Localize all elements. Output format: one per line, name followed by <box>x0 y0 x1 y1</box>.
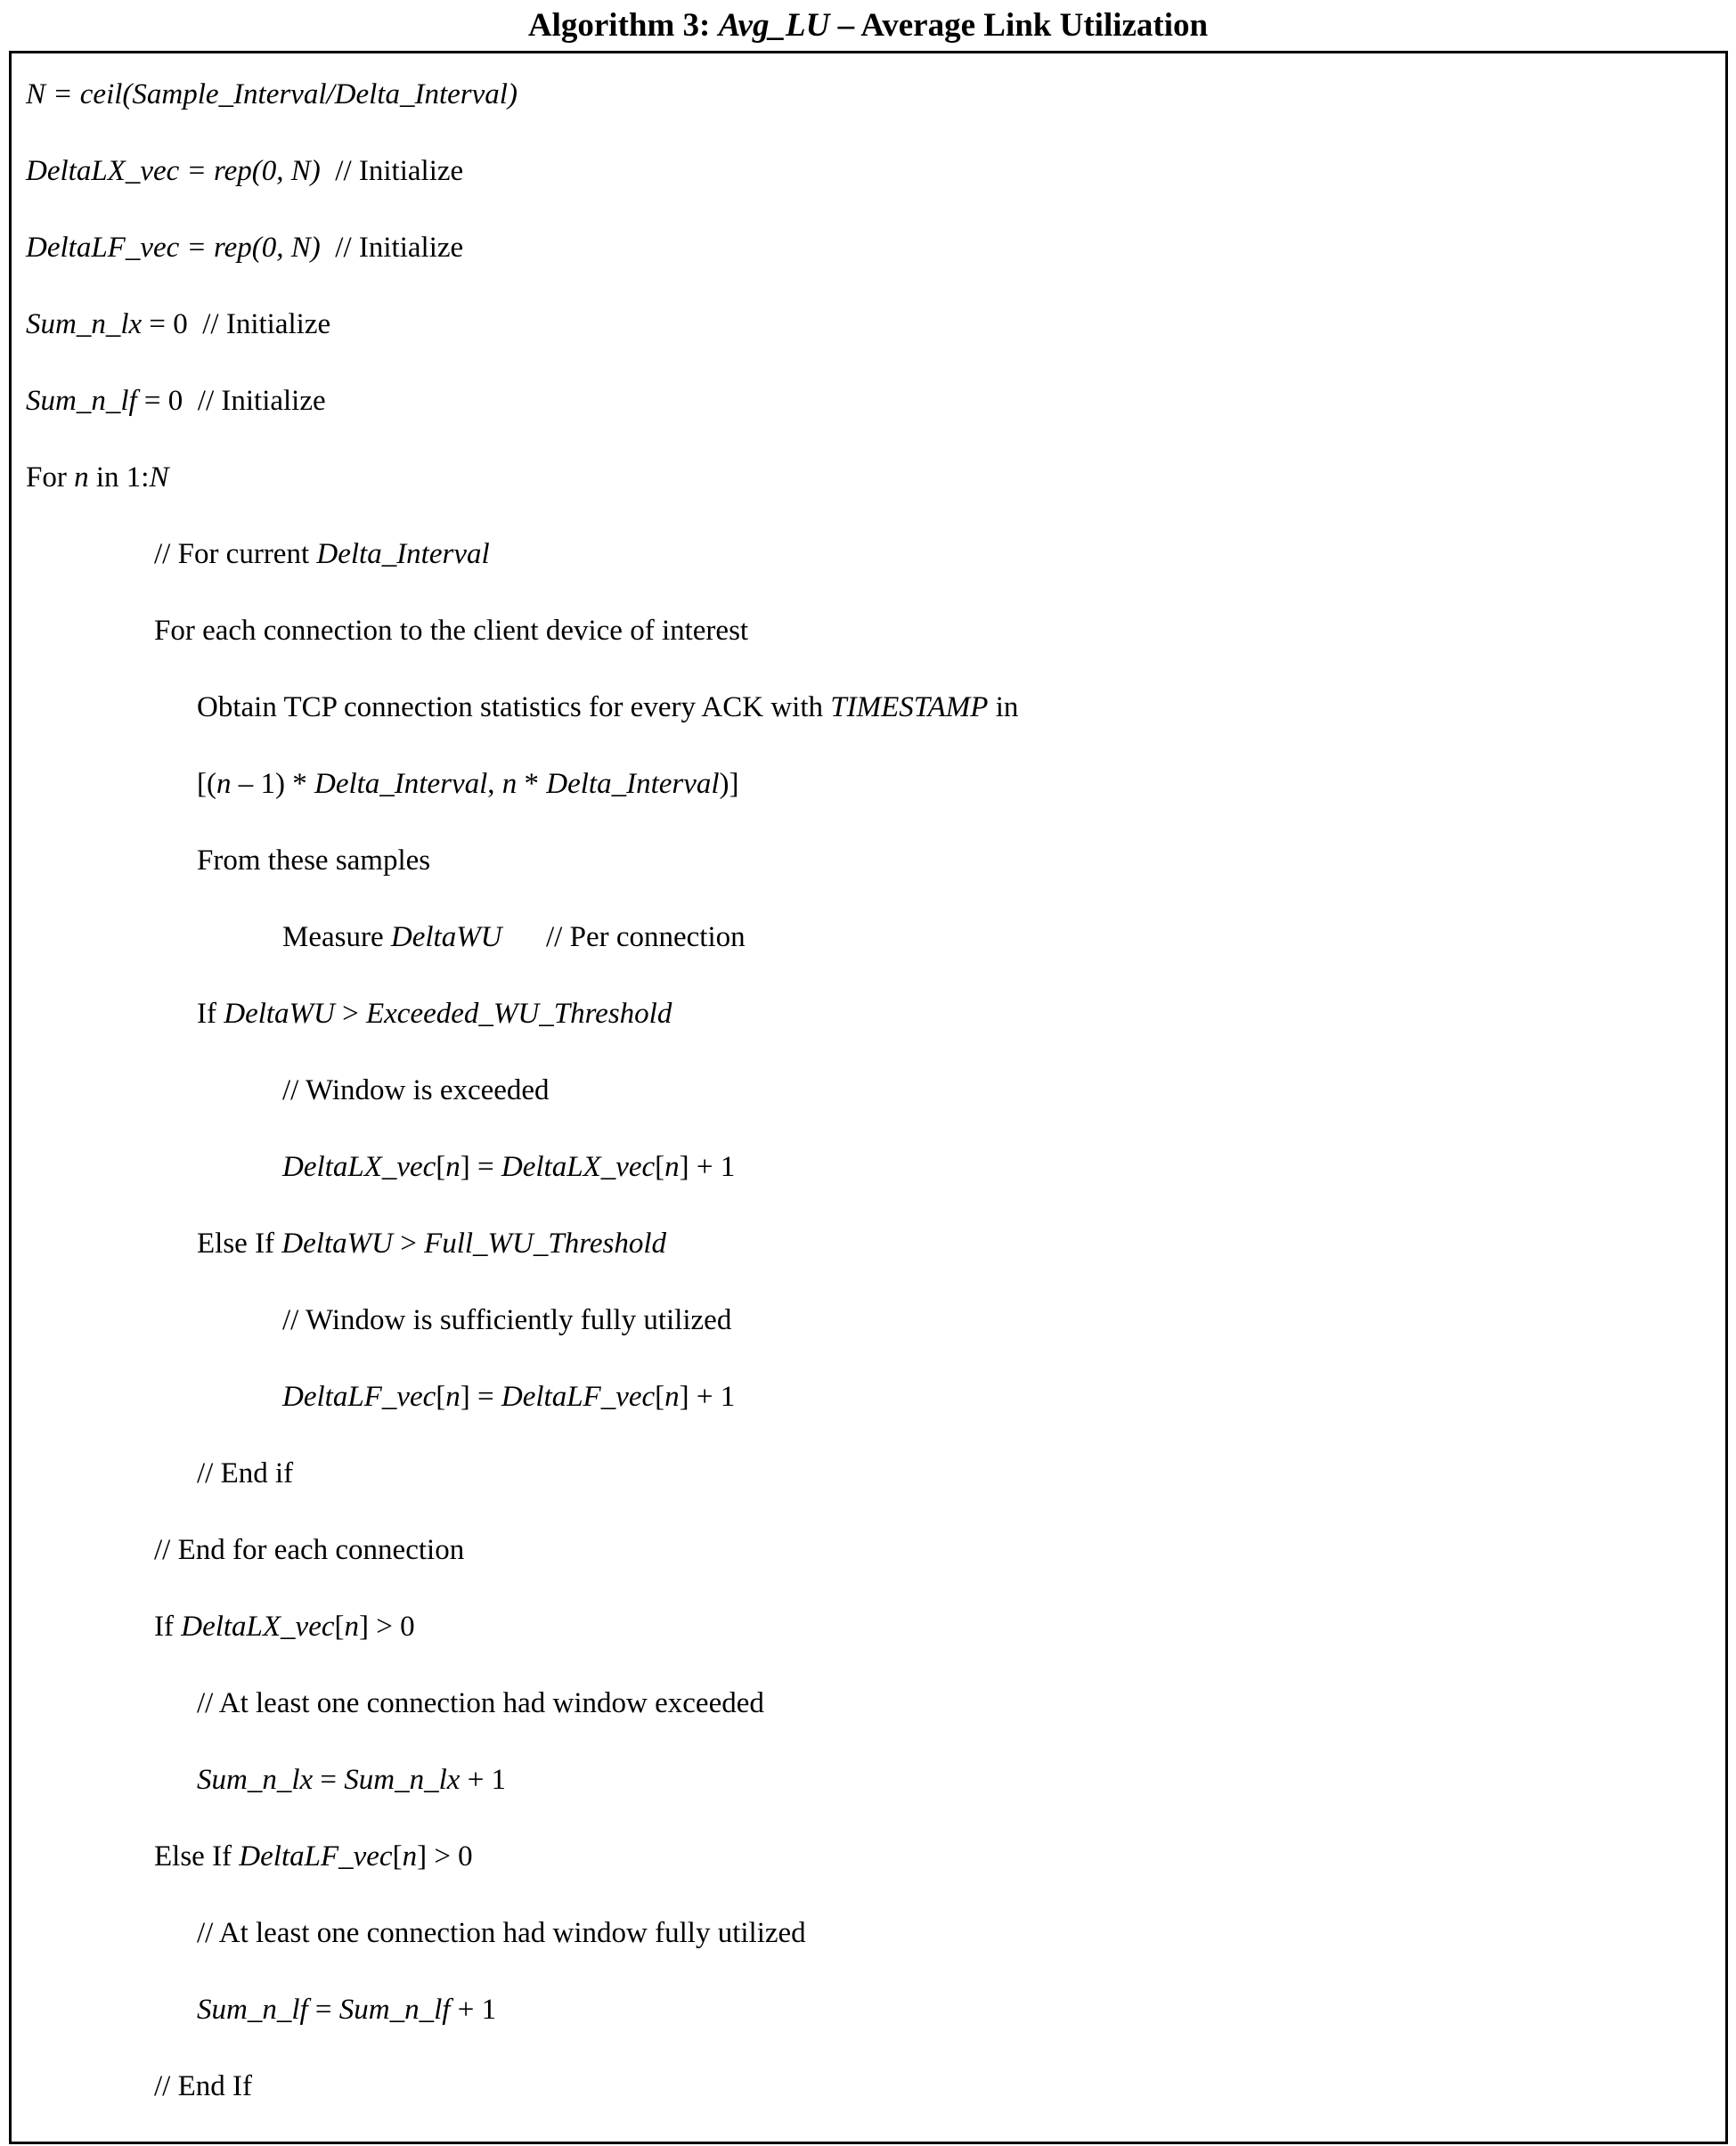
plain-text: // Window is sufficiently fully utilized <box>282 1304 732 1336</box>
variable-text: DeltaLF_vec <box>501 1381 656 1413</box>
variable-text: Exceeded_WU_Threshold <box>366 998 672 1030</box>
variable-text: N = ceil(Sample_Interval/Delta_Interval) <box>26 78 518 110</box>
plain-text: = 0 // Initialize <box>136 385 326 417</box>
plain-text: For <box>26 461 75 494</box>
variable-text: n <box>402 1840 418 1873</box>
plain-text: in <box>988 691 1019 723</box>
plain-text: From these samples <box>197 845 431 877</box>
plain-text: // For current <box>154 538 317 570</box>
algorithm-line <box>12 975 1725 1052</box>
variable-text: Delta_Interval <box>314 768 488 800</box>
variable-text: Sum_n_lf <box>338 1994 451 2026</box>
algorithm-line <box>12 2048 1725 2125</box>
plain-text: [ <box>436 1151 446 1183</box>
algorithm-line <box>12 363 1725 439</box>
algorithm-line <box>12 1129 1725 1205</box>
plain-text: ] = <box>460 1381 501 1413</box>
algorithm-line <box>12 822 1725 899</box>
plain-text: = <box>307 1994 339 2026</box>
algorithm-line <box>12 899 1725 975</box>
algorithm-line <box>12 209 1725 286</box>
plain-text: Else If <box>197 1228 282 1260</box>
plain-text: in 1: <box>88 461 150 494</box>
algorithm-line <box>12 1971 1725 2048</box>
variable-text: Delta_Interval <box>316 538 490 570</box>
variable-text: DeltaLX_vec <box>501 1151 656 1183</box>
algorithm-line <box>12 1895 1725 1971</box>
algorithm-box <box>9 51 1728 2144</box>
plain-text: // End if <box>197 1457 294 1489</box>
plain-text: // Initialize <box>320 155 464 187</box>
plain-text: ] > 0 <box>417 1840 473 1873</box>
algorithm-line <box>12 1205 1725 1282</box>
variable-text: n <box>74 461 89 494</box>
variable-text: DeltaLF_vec = rep(0, N) <box>26 232 321 264</box>
plain-text: Obtain TCP connection statistics for every ACK with <box>197 691 831 723</box>
algorithm-line <box>12 1818 1725 1895</box>
plain-text: [ <box>655 1381 665 1413</box>
variable-text: Sum_n_lf <box>197 1994 308 2026</box>
variable-text: DeltaWU <box>390 921 502 953</box>
plain-text: For each connection to the client device of interest <box>154 615 749 647</box>
variable-text: DeltaLX_vec = rep(0, N) <box>26 155 321 187</box>
variable-text: Sum_n_lx <box>197 1764 314 1796</box>
plain-text: ] = <box>460 1151 501 1183</box>
plain-text: – 1) * <box>231 768 314 800</box>
algorithm-line <box>12 1512 1725 1588</box>
variable-text: Sum_n_lx <box>26 308 143 340</box>
variable-text: n <box>216 768 232 800</box>
plain-text: )] <box>719 768 739 800</box>
plain-text: = <box>313 1764 345 1796</box>
algorithm-line <box>12 56 1725 133</box>
plain-text: , <box>487 768 502 800</box>
plain-text: – Average Link Utilization <box>829 7 1209 44</box>
plain-text: [ <box>392 1840 403 1873</box>
variable-text: n <box>445 1151 460 1183</box>
plain-text: // End If <box>154 2070 252 2102</box>
plain-text: ] + 1 <box>679 1381 736 1413</box>
plain-text: [ <box>334 1611 345 1643</box>
algorithm-line <box>12 1435 1725 1512</box>
plain-text: ] > 0 <box>359 1611 415 1643</box>
plain-text: + 1 <box>450 1994 497 2026</box>
variable-text: DeltaWU <box>281 1228 393 1260</box>
plain-text: If <box>154 1611 182 1643</box>
plain-text: If <box>197 998 224 1030</box>
variable-text: Sum_n_lx <box>344 1764 460 1796</box>
plain-text: > <box>334 998 366 1030</box>
variable-text: n <box>445 1381 460 1413</box>
algorithm-title <box>0 5 1736 46</box>
algorithm-line <box>12 286 1725 363</box>
plain-text: = 0 // Initialize <box>142 308 331 340</box>
plain-text: Algorithm 3: <box>527 7 719 44</box>
variable-text: Full_WU_Threshold <box>424 1228 667 1260</box>
plain-text: // Initialize <box>320 232 464 264</box>
variable-text: Delta_Interval <box>546 768 720 800</box>
variable-text: DeltaLX_vec <box>282 1151 436 1183</box>
variable-text: n <box>344 1611 360 1643</box>
plain-text: // At least one connection had window fully utilized <box>197 1917 806 1949</box>
plain-text: // End for each connection <box>154 1534 465 1566</box>
variable-text: n <box>664 1381 680 1413</box>
algorithm-line <box>12 592 1725 669</box>
algorithm-line <box>12 1665 1725 1742</box>
variable-text: DeltaLX_vec <box>181 1611 335 1643</box>
plain-text: // At least one connection had window exceeded <box>197 1687 764 1719</box>
plain-text: + 1 <box>460 1764 507 1796</box>
algorithm-body <box>12 53 1725 2125</box>
plain-text: ] + 1 <box>679 1151 736 1183</box>
variable-text: n <box>501 768 518 800</box>
variable-text: N <box>149 461 169 494</box>
plain-text: // Per connection <box>501 921 746 953</box>
algorithm-line <box>12 1052 1725 1129</box>
algorithm-line <box>12 439 1725 516</box>
plain-text: Else If <box>154 1840 240 1873</box>
algorithm-line <box>12 133 1725 209</box>
algorithm-line <box>12 1742 1725 1818</box>
algorithm-line <box>12 669 1725 746</box>
algorithm-line <box>12 1282 1725 1359</box>
algorithm-line <box>12 746 1725 822</box>
variable-text: TIMESTAMP <box>830 691 989 723</box>
plain-text: // Window is exceeded <box>282 1074 550 1106</box>
variable-text: DeltaLF_vec <box>239 1840 393 1873</box>
variable-text: n <box>664 1151 680 1183</box>
variable-text: DeltaLF_vec <box>282 1381 436 1413</box>
variable-text: Sum_n_lf <box>26 385 137 417</box>
algorithm-line <box>12 1359 1725 1435</box>
algorithm-line <box>12 516 1725 592</box>
plain-text: * <box>517 768 547 800</box>
plain-text: Measure <box>282 921 391 953</box>
plain-text: [( <box>197 768 216 800</box>
plain-text: [ <box>655 1151 665 1183</box>
plain-text: > <box>392 1228 425 1260</box>
algorithm-line <box>12 1588 1725 1665</box>
variable-text: Avg_LU <box>718 7 830 44</box>
plain-text: [ <box>436 1381 446 1413</box>
variable-text: DeltaWU <box>224 998 335 1030</box>
